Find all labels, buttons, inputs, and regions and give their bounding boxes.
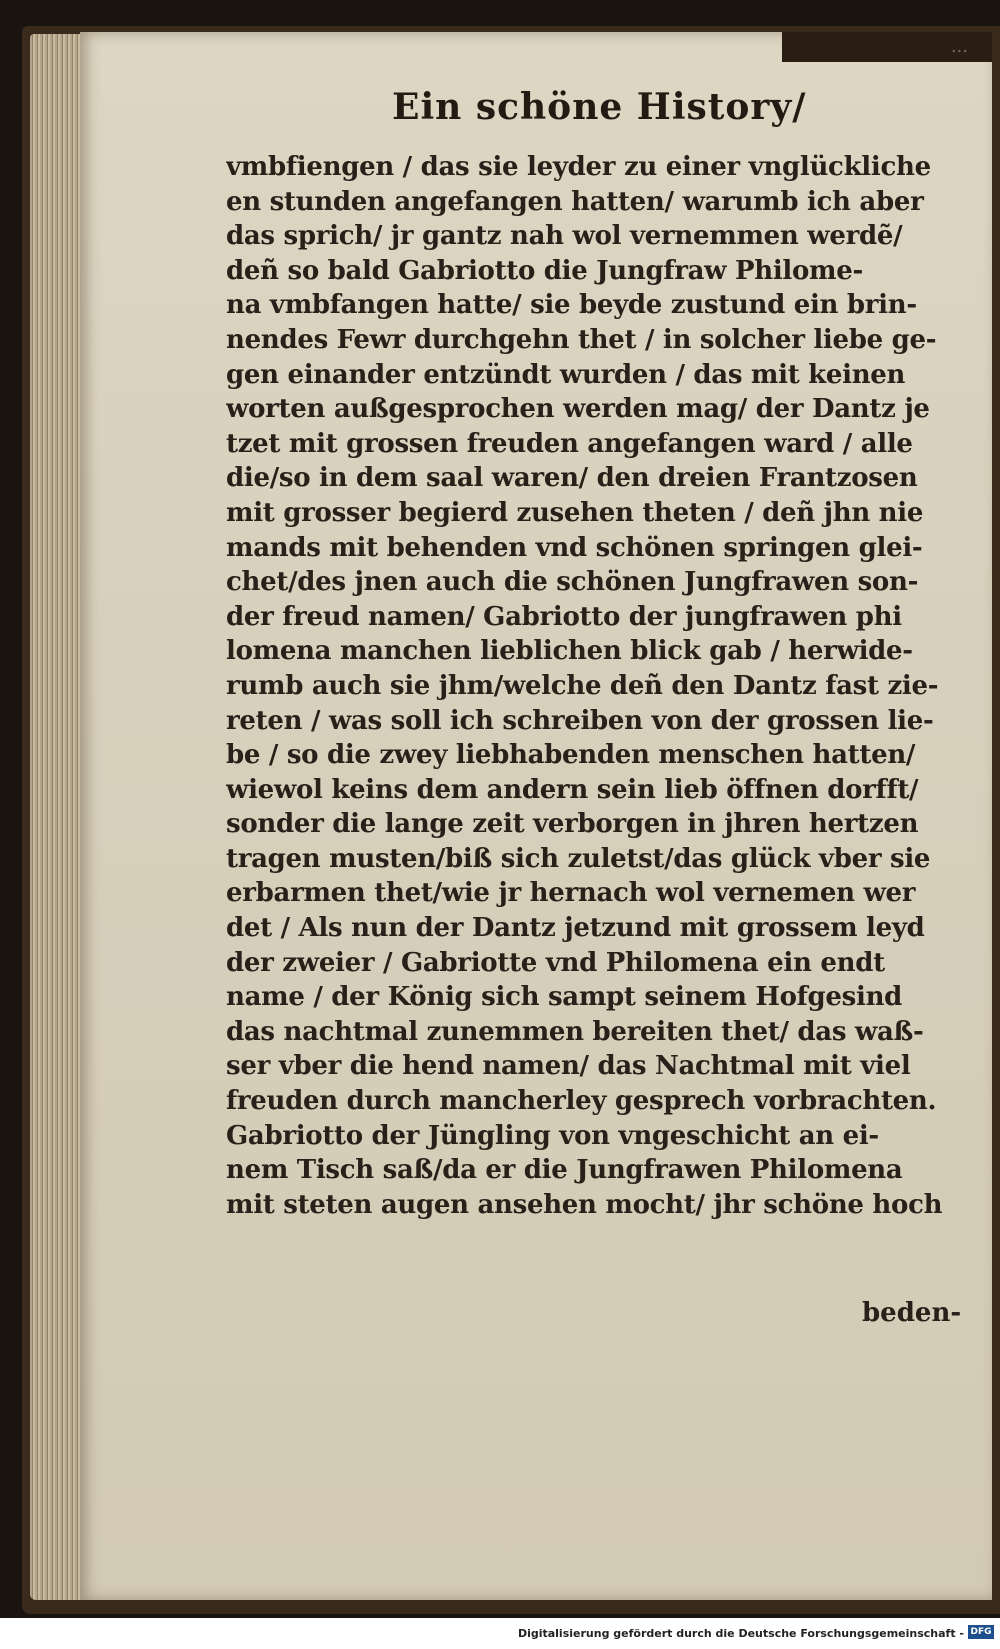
text-line: wiewol keins dem andern sein lieb öffnen dorfft/ [226, 774, 919, 805]
text-line: reten / was soll ich schreiben von der grossen lie- [226, 705, 934, 736]
text-line: ser vber die hend namen/ das Nachtmal mit viel [226, 1051, 911, 1082]
running-head: Ein schöne History/ [392, 86, 807, 128]
catchword: beden- [862, 1298, 962, 1328]
footer-credit: Digitalisierung gefördert durch die Deutsche Forschungsgemeinschaft - [517, 1627, 964, 1640]
text-line: gen einander entzündt wurden / das mit keinen [226, 359, 906, 390]
text-line: sonder die lange zeit verborgen in jhren hertzen [226, 809, 919, 840]
text-line: mit steten augen ansehen mocht/ jhr schöne hoch [226, 1189, 943, 1220]
text-line: be / so die zwey liebhabenden menschen hatten/ [226, 740, 916, 771]
text-line: en stunden angefangen hatten/ warumb ich aber [226, 186, 924, 217]
text-line: rumb auch sie jhm/welche deñ den Dantz fast zie- [226, 670, 939, 701]
text-line: lomena manchen lieblichen blick gab / herwide- [226, 636, 913, 667]
text-line: Gabriotto der Jüngling von vngeschicht an ei- [226, 1120, 879, 1151]
text-line: vmbfiengen / das sie leyder zu einer vnglückliche [226, 152, 931, 182]
text-block [226, 150, 980, 1222]
text-line: nendes Fewr durchgehn thet / in solcher liebe ge- [226, 324, 937, 355]
text-line: det / Als nun der Dantz jetzund mit grossem leyd [226, 913, 925, 944]
text-line: der freud namen/ Gabriotto der jungfrawen phi [226, 601, 902, 632]
text-line: worten außgesprochen werden mag/ der Dantz je [226, 394, 930, 425]
text-line: tragen musten/biß sich zuletst/das glück vber sie [226, 843, 931, 874]
next-page-strip [782, 32, 992, 62]
footer-bar [0, 1618, 1000, 1649]
text-line: nem Tisch saß/da er die Jungfrawen Philomena [226, 1155, 903, 1186]
text-line: die/so in dem saal waren/ den dreien Frantzosen [226, 463, 918, 494]
text-line: mands mit behenden vnd schönen springen glei- [226, 532, 923, 563]
text-line: erbarmen thet/wie jr hernach wol vernemen wer [226, 878, 916, 909]
page-edges [30, 34, 82, 1600]
text-line: na vmbfangen hatte/ sie beyde zustund ein brin- [226, 290, 917, 321]
text-line: mit grosser begierd zusehen theten / deñ jhn nie [226, 497, 924, 528]
text-line: der zweier / Gabriotte vnd Philomena ein endt [226, 947, 885, 978]
text-line: das sprich/ jr gantz nah wol vernemmen werdẽ/ [226, 221, 903, 252]
text-line: name / der König sich sampt seinem Hofgesind [226, 982, 903, 1013]
text-line: tzet mit grossen freuden angefangen ward / alle [226, 428, 913, 459]
dfg-logo: DFG [968, 1625, 994, 1639]
top-corner-text: ... [950, 36, 968, 57]
text-line: chet/des jnen auch die schönen Jungfrawen son- [226, 567, 919, 598]
text-line: deñ so bald Gabriotto die Jungfraw Philome- [226, 255, 863, 286]
text-line: freuden durch mancherley gesprech vorbrachten. [226, 1086, 937, 1117]
text-line: das nachtmal zunemmen bereiten thet/ das waß- [226, 1016, 924, 1047]
